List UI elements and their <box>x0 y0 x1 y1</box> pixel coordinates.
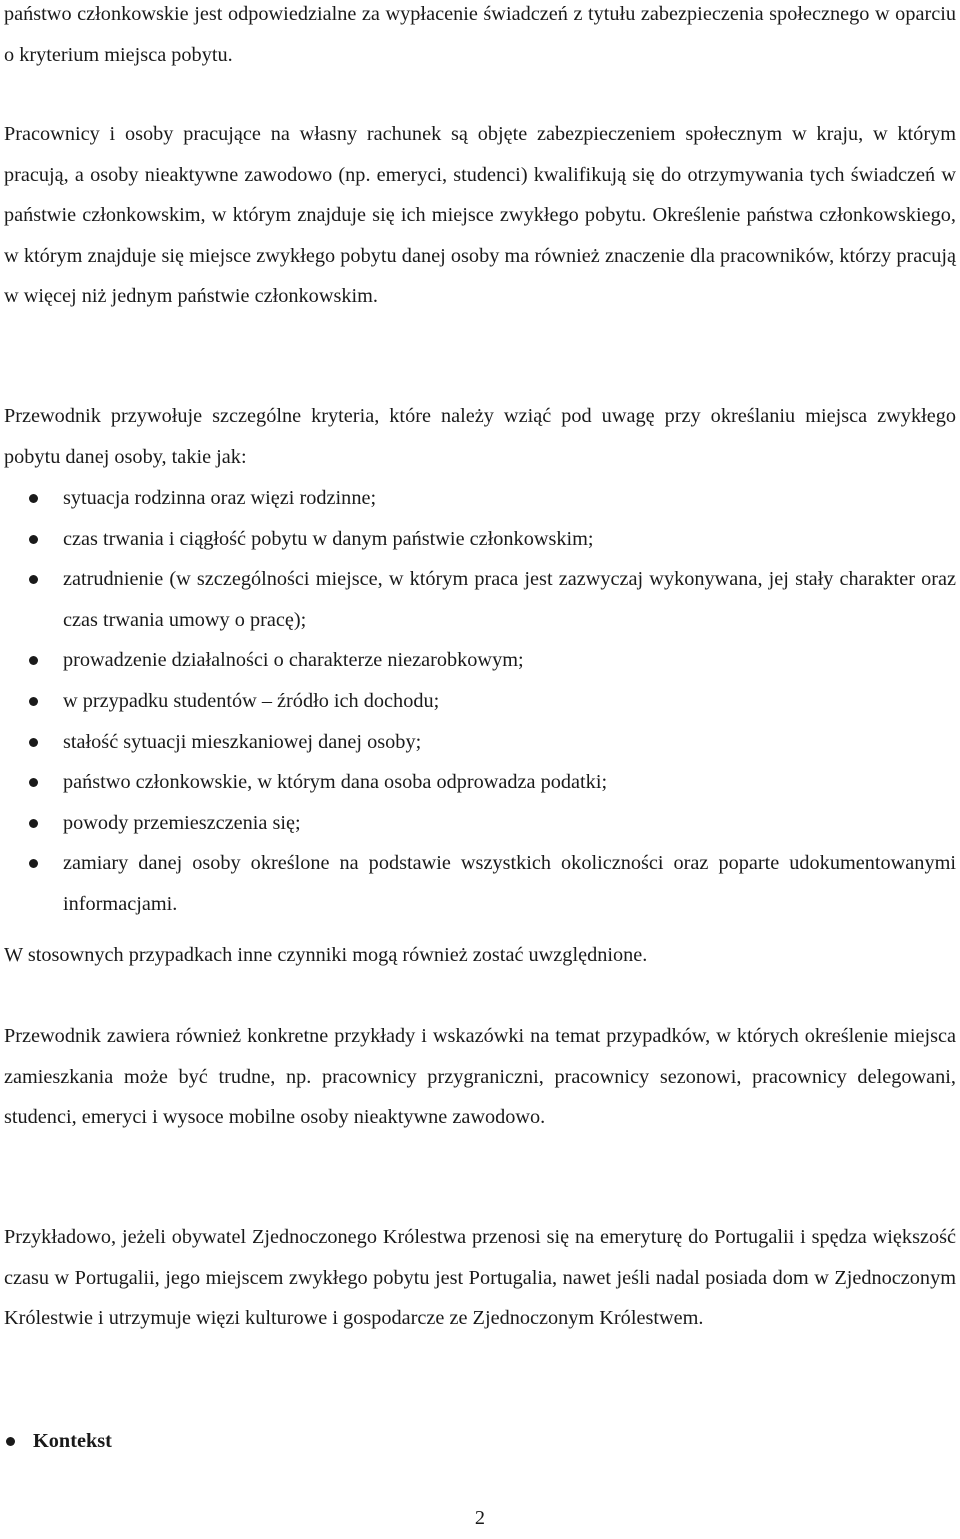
page-number: 2 <box>474 1507 486 1529</box>
section-heading: Kontekst <box>33 1430 112 1452</box>
criteria-list <box>0 478 956 925</box>
bullet-icon <box>29 819 38 828</box>
list-item-text: stałość sytuacji mieszkaniowej danej osoby; <box>63 730 422 753</box>
list-item-text: powody przemieszczenia się; <box>63 811 301 834</box>
bullet-icon <box>29 697 38 706</box>
bullet-icon <box>29 859 38 868</box>
list-item <box>0 843 956 924</box>
list-item <box>0 681 956 722</box>
bullet-icon <box>29 575 38 584</box>
list-item <box>0 640 956 681</box>
bullet-icon <box>6 1437 15 1446</box>
paragraph-guide-examples: Przewodnik zawiera również konkretne przykłady i wskazówki na temat przypadków, w których określenie miejsca zamieszkania może być trudne, np. pracownicy przygraniczni, pracownicy sezonowi, pracownicy delegowani, studenci, emeryci i wysoce mobilne osoby nieaktywne zawodowo. <box>4 1025 956 1129</box>
paragraph-other-factors: W stosownych przypadkach inne czynniki mogą również zostać uwzględnione. <box>4 944 648 966</box>
list-item <box>0 478 956 519</box>
paragraph-uk-portugal-example: Przykładowo, jeżeli obywatel Zjednoczonego Królestwa przenosi się na emeryturę do Portugalii i spędza większość czasu w Portugalii, jego miejscem zwykłego pobytu jest Portugalia, nawet jeśli nadal posiada dom w Zjednoczonym Królestwie i utrzymuje więzi kulturowe i gospodarcze ze Zjednoczonym Królestwem. <box>4 1226 956 1330</box>
list-item-text: w przypadku studentów – źródło ich dochodu; <box>63 689 440 712</box>
paragraph-guide-criteria-intro: Przewodnik przywołuje szczególne kryteria, które należy wziąć pod uwagę przy określaniu miejsca zwykłego pobytu danej osoby, takie jak: <box>4 405 956 468</box>
list-item <box>0 722 956 763</box>
bullet-icon <box>29 778 38 787</box>
list-item <box>0 762 956 803</box>
bullet-icon <box>29 738 38 747</box>
list-item-text: sytuacja rodzinna oraz więzi rodzinne; <box>63 487 377 509</box>
bullet-icon <box>29 535 38 544</box>
list-item <box>0 519 956 560</box>
bullet-icon <box>29 494 38 503</box>
bullet-icon <box>29 656 38 665</box>
list-item-text: prowadzenie działalności o charakterze niezarobkowym; <box>63 649 524 672</box>
list-item-text: zamiary danej osoby określone na podstawie wszystkich okoliczności oraz poparte udokumentowanymi informacjami. <box>63 852 956 915</box>
list-item-text: zatrudnienie (w szczególności miejsce, w którym praca jest zazwyczaj wykonywana, jej stały charakter oraz czas trwania umowy o pracę); <box>63 568 956 631</box>
paragraph-coverage-rules: Pracownicy i osoby pracujące na własny rachunek są objęte zabezpieczeniem społecznym w kraju, w którym pracują, a osoby nieaktywne zawodowo (np. emeryci, studenci) kwalifikują się do otrzymywania tych świadczeń w państwie członkowskim, w którym znajduje się ich miejsce zwykłego pobytu. Określenie państwa członkowskiego, w którym znajduje się miejsce zwykłego pobytu danej osoby ma również znaczenie dla pracowników, którzy pracują w więcej niż jednym państwie członkowskim. <box>4 123 956 308</box>
paragraph-residence-criterion: państwo członkowskie jest odpowiedzialne za wypłacenie świadczeń z tytułu zabezpieczenia społecznego w oparciu o kryterium miejsca pobytu. <box>4 3 956 66</box>
list-item-text: czas trwania i ciągłość pobytu w danym państwie członkowskim; <box>63 527 594 550</box>
list-item <box>0 559 956 640</box>
list-item-text: państwo członkowskie, w którym dana osoba odprowadza podatki; <box>63 771 608 794</box>
list-item <box>0 803 956 844</box>
section-heading-row <box>0 1421 400 1462</box>
